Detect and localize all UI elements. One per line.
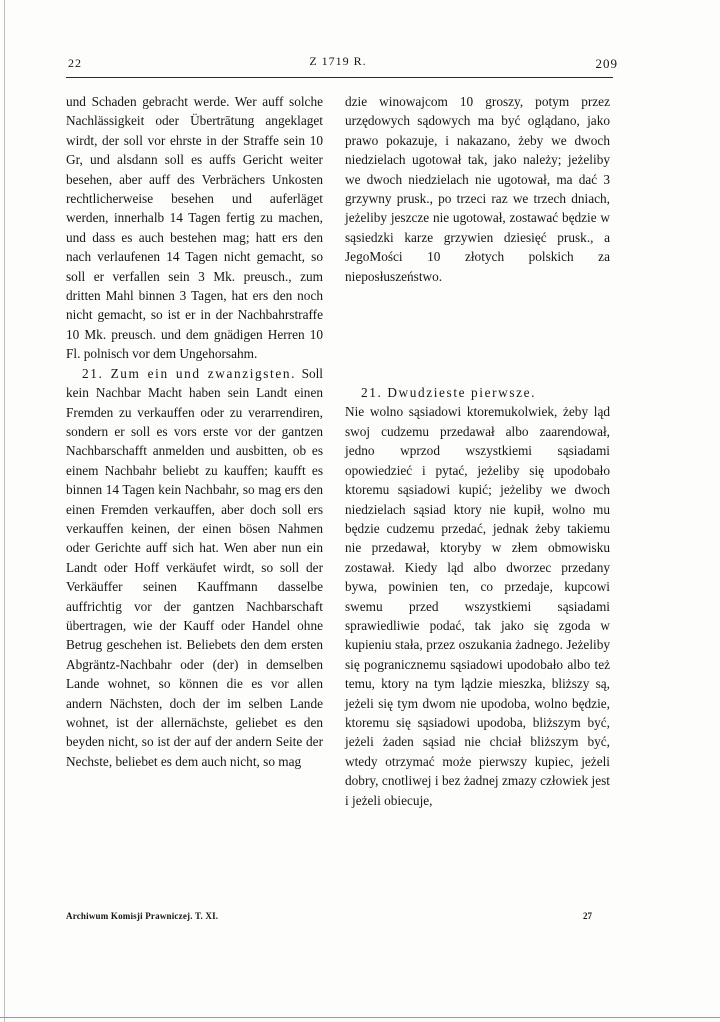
german-paragraph-1: und Schaden gebracht werde. Wer auff solche Nachlässigkeit oder Übertrātung angeklaget wirdt, der soll vor ehrste in der Straffe sein 10 Gr, und alsdann soll es auffs Gericht weiter besehen, aber auff des Verbrächers Unkosten rechtlicherweise besehen und auferläget werden, innerhalb 14 Tagen fertig zu machen, und dass es auch bestehen mag; hatt ers den nach verlaufenen 14 Tagen nicht gemacht, so soll er verfallen sein 3 Mk. preusch., zum dritten Mahl binnen 3 Tagen, hat ers den noch nicht gemacht, so ist er in der Nachbahrstraffe 10 Mk. preusch. und dem gnädigen Herren 10 Fl. polnisch vor dem Ungehorsahm. [66,94,323,362]
polish-section-heading: 21. Dwudzieste pierwsze. [361,385,537,401]
german-paragraph-21 [66,364,323,772]
header-rule [66,77,613,78]
footer-series-title: Archiwum Komisji Prawniczej. T. XI. [66,911,219,921]
running-title: Z 1719 R. [309,54,367,68]
left-page-number: 22 [68,56,82,70]
page-left-edge [4,0,5,1022]
german-column [66,92,323,771]
polish-paragraph-1: dzie winowajcom 10 groszy, potym przez urzędowych sądowych ma być oglądano, jako prawo pokazuje, i nakazano, żeby we dwoch niedzielach ugotował tak, jako należy; jeżeliby we dwoch niedzielach nie ugotował, ma dać 3 grzywny prusk., po trzeci raz we trzech dniach, jeżeliby jeszcze nie ugotował, zostawać będzie w sąsiedzki karze grzywien dziesięć prusk., a JegoMości 10 złotych polskich za nieposłuszeństwo. [345,94,610,284]
footer-signature-number: 27 [583,911,592,921]
page-header [66,54,618,76]
german-section-text: Soll kein Nachbar Macht haben sein Landt einen Fremden zu verkauffen oder zu verarrendiren, sondern er soll es vors erste vor der gantzen Nachbarschafft anmelden und ausbitten, ob es einem Nachbahr beliebt zu kauffen; kaufft es binnen 14 Tagen kein Nachbahr, so mag ers den einen Fremden verkauffen, aber doch soll ers verkauffen keinen, der einen bösen Nahmen oder Gerichte auff sich hat. Wen aber nun ein Landt oder Hoff verkäufet wirdt, so soll der Verkäuffer seinen Kauffmann dasselbe auffrichtig vor der gantzen Nachbarschaft übertragen, wie der Kauff oder Handel ohne Betrug geschehen ist. Beliebets den dem ersten Abgräntz-Nachbahr oder (der) in demselben Lande wohnet, so können die es vor allen andern Nächsten, doch der im selben Lande wohnet, ist der allernächste, geliebet es den beyden nicht, so ist der auf der andern Seite der Nechste, beliebet es dem auch nicht, so mag [66,365,323,769]
polish-paragraph-21: Nie wolno sąsiadowi ktoremukolwiek, żeby ląd swoj cudzemu przedawał albo zaarendował, jedno wprzod wszystkiemi sąsiadami opowiedzieć i pytać, jeżeliby się upodobało ktoremu sąsiadowi kupić; jeżeliby we dwoch niedzielach sąsiad ktory nie kupił, wolno mu będzie cudzemu przedać, jednak żeby takiemu nie przedawał, ktoryby w złem obmowisku zostawał. Kiedy ląd albo dworzec przedany bywa, powinien ten, co przedaje, kupcowi swemu przed wszystkiemi sąsiadami sprawiedliwie podać, tak jako się zgoda w kupieniu stała, przez oszukania żadnego. Jeżeliby się pogranicznemu sąsiadowi upodobało albo też temu, ktory na tym lądzie mieszka, bliższy są, jeżeli się tym dwom nie upodoba, wolno będzie, ktoremu się sąsiadowi upodoba, bliższym być, jeżeli żaden sąsiad nie chciał bliższym być, wtedy otrzymać może pierwszy kupiec, jeżeli dobry, cnotliwej i bez żadnej zmazy człowiek jest i jeżeli obiecuje, [345,404,610,808]
german-section-heading: 21. Zum ein und zwanzigsten. [82,365,296,381]
column-gap [345,286,610,383]
right-page-number: 209 [595,56,618,71]
page-bottom-edge [0,1017,720,1018]
polish-column [345,92,610,810]
